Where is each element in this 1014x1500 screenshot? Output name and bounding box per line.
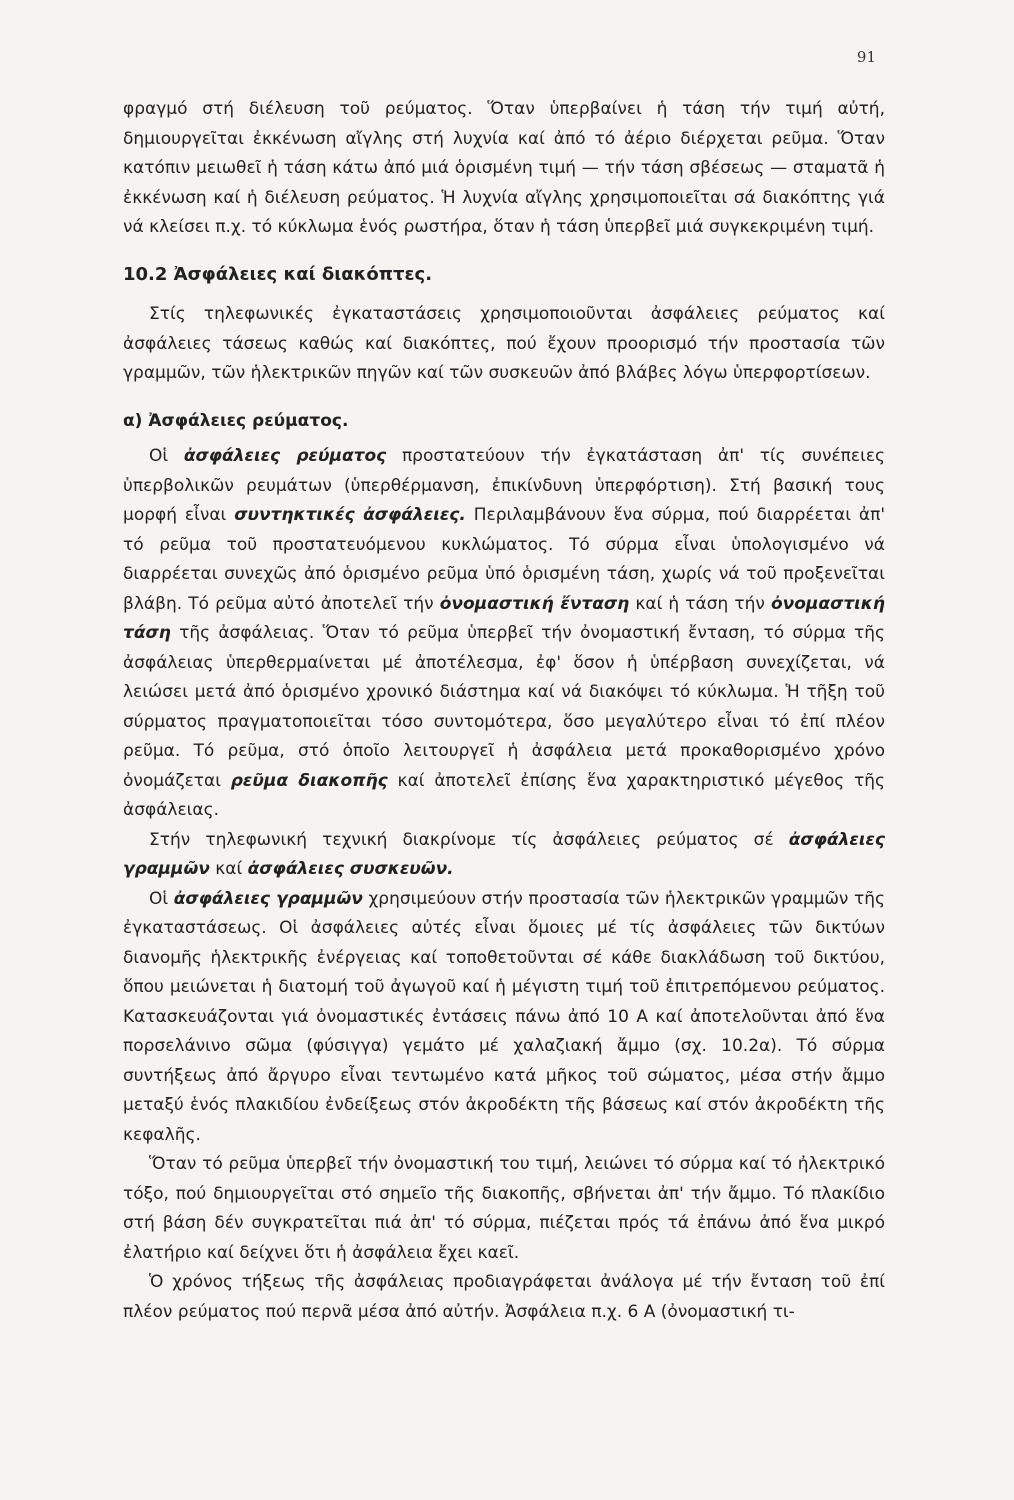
paragraph-melting-time: Ὁ χρόνος τήξεως τῆς ἀσφάλειας προδιαγράφεται ἀνάλογα μέ τήν ἔνταση τοῦ ἐπί πλέον ρεύματος πού περνᾶ μέσα ἀπό αὐτήν. Ἀσφάλεια π.χ. 6 Α (ὀνομαστική τι-: [123, 1272, 885, 1322]
emphasis-term: ἀσφάλειες γραμμῶν: [173, 888, 363, 909]
paragraph-fuse-types: [123, 826, 885, 885]
text-run: Στήν τηλεφωνική τεχνική διακρίνομε τίς ἀσφάλειες ρεύματος σέ: [149, 829, 789, 850]
section-heading: 10.2 Ἀσφάλειες καί διακόπτες.: [123, 263, 433, 285]
text-run: χρησιμεύουν στήν προστασία τῶν ἡλεκτρικῶν γραμμῶν τῆς ἐγκαταστάσεως. Οἱ ἀσφάλειες αὐτές εἶναι ὅμοιες μέ τίς ἀσφάλειες τῶν δικτύων διανομῆς ἡλεκτρικῆς ἐνέργειας καί τοποθετοῦνται σέ κάθε διακλάδωση τοῦ δικτύου, ὅπου μειώνεται ἡ διατομή τοῦ ἀγωγοῦ καί ἡ μέγιστη τιμή τοῦ ἐπιτρεπόμενου ρεύματος. Κατασκευάζονται γιά ὀνομαστικές ἐντάσεις πάνω ἀπό 10 Α καί ἀποτελοῦνται ἀπό ἕνα πορσελάνινο σῶμα (φύσιγγα) γεμάτο μέ χαλαζιακή ἄμμο (σχ. 10.2α). Τό σύρμα συντήξεως ἀπό ἄργυρο εἶναι τεντωμένο κατά μῆκος τοῦ σώματος, μέσα στήν ἄμμο μεταξύ ἑνός πλακιδίου ἐνδείξεως στόν ἀκροδέκτη τῆς βάσεως καί στόν ἀκροδέκτη τῆς κεφαλῆς.: [123, 888, 885, 1145]
text-run: καί ἡ τάση τήν: [629, 593, 771, 614]
emphasis-term: ρεῦμα διακοπῆς: [230, 770, 388, 791]
text-run: Οἱ: [149, 446, 184, 466]
emphasis-term: συντηκτικές ἀσφάλειες.: [234, 505, 466, 525]
paragraph-intro: Στίς τηλεφωνικές ἐγκαταστάσεις χρησιμοποιοῦνται ἀσφάλειες ρεύματος καί ἀσφάλειες τάσεως καθώς καί διακόπτες, πού ἔχουν προορισμό τήν προστασία τῶν γραμμῶν, τῶν ἡλεκτρικῶν πηγῶν καί τῶν συσκευῶν ἀπό βλάβες λόγω ὑπερφορτίσεων.: [123, 304, 885, 383]
emphasis-term: ὀνομαστική ἔνταση: [439, 593, 630, 614]
emphasis-term: ἀσφάλειες ρεύματος: [183, 446, 387, 466]
paragraph-current-fuses: [123, 442, 885, 826]
emphasis-term: ὀνομαστική τάση: [123, 593, 885, 643]
page-body: [123, 95, 885, 1327]
paragraph-line-fuses: [123, 885, 885, 1151]
text-run: προστατεύουν τήν ἐγκατάσταση ἀπ' τίς συνέπειες ὑπερβολικῶν ρευμάτων (ὑπερθέρμανση, ἐπικίνδυνη ὑπερφόρτιση). Στή βασική τους μορφή εἶναι: [123, 446, 885, 525]
text-run: καί: [209, 859, 248, 879]
emphasis-term: ἀσφάλειες γραμμῶν: [123, 829, 885, 879]
text-run: Οἱ: [149, 888, 174, 909]
text-run: τῆς ἀσφάλειας. Ὅταν τό ρεῦμα ὑπερβεῖ τήν ὀνομαστική ἔνταση, τό σύρμα τῆς ἀσφάλειας ὑπερθερμαίνεται μέ ἀποτέλεσμα, ἐφ' ὅσον ἡ ὑπέρβαση συνεχίζεται, νά λειώσει μετά ἀπό ὁρισμένο χρονικό διάστημα καί νά διακόψει τό κύκλωμα. Ἡ τῆξη τοῦ σύρματος πραγματοποιεῖται τόσο συντομότερα, ὅσο μεγαλύτερο εἶναι τό ἐπί πλέον ρεῦμα. Τό ρεῦμα, στό ὁποῖο λειτουργεῖ ἡ ἀσφάλεια μετά προκαθορισμένο χρόνο ὀνομάζεται: [123, 623, 885, 791]
emphasis-term: ἀσφάλειες συσκευῶν.: [247, 859, 454, 879]
paragraph-continuation: φραγμό στή διέλευση τοῦ ρεύματος. Ὅταν ὑπερβαίνει ἡ τάση τήν τιμή αὐτή, δημιουργεῖται ἐκκένωση αἴγλης στή λυχνία καί ἀπό τό ἀέριο διέρχεται ρεῦμα. Ὅταν κατόπιν μειωθεῖ ἡ τάση κάτω ἀπό μιά ὁρισμένη τιμή — τήν τάση σβέσεως — σταματᾶ ἡ ἐκκένωση καί ἡ διέλευση ρεύματος. Ἡ λυχνία αἴγλης χρησιμοποιεῖται σά διακόπτης γιά νά κλείσει π.χ. τό κύκλωμα ἑνός ρωστήρα, ὅταν ἡ τάση ὑπερβεῖ μιά συγκεκριμένη τιμή.: [123, 99, 885, 237]
page-number: 91: [856, 48, 876, 66]
subsection-heading: α) Ἀσφάλειες ρεύματος.: [123, 410, 349, 431]
text-run: Περιλαμβάνουν ἕνα σύρμα, πού διαρρέεται ἀπ' τό ρεῦμα τοῦ προστατευόμενου κυκλώματος. Τό σύρμα εἶναι ὑπολογισμένο νά διαρρέεται συνεχῶς ἀπό ὁρισμένο ρεῦμα ὑπό ὁρισμένη τάση, χωρίς νά τοῦ προξενεῖται βλάβη. Τό ρεῦμα αὐτό ἀποτελεῖ τήν: [123, 505, 886, 614]
text-run: καί ἀποτελεῖ ἐπίσης ἕνα χαρακτηριστικό μέγεθος τῆς ἀσφάλειας.: [123, 770, 885, 820]
paragraph-fuse-blowing: Ὅταν τό ρεῦμα ὑπερβεῖ τήν ὀνομαστική του τιμή, λειώνει τό σύρμα καί τό ἠλεκτρικό τόξο, πού δημιουργεῖται στό σημεῖο τῆς διακοπῆς, σβήνεται ἀπ' τήν ἄμμο. Τό πλακίδιο στή βάση δέν συγκρατεῖται πιά ἀπ' τό σύρμα, πιέζεται πρός τά ἐπάνω ἀπό ἕνα μικρό ἐλατήριο καί δείχνει ὅτι ἡ ἀσφάλεια ἔχει καεῖ.: [123, 1154, 885, 1263]
